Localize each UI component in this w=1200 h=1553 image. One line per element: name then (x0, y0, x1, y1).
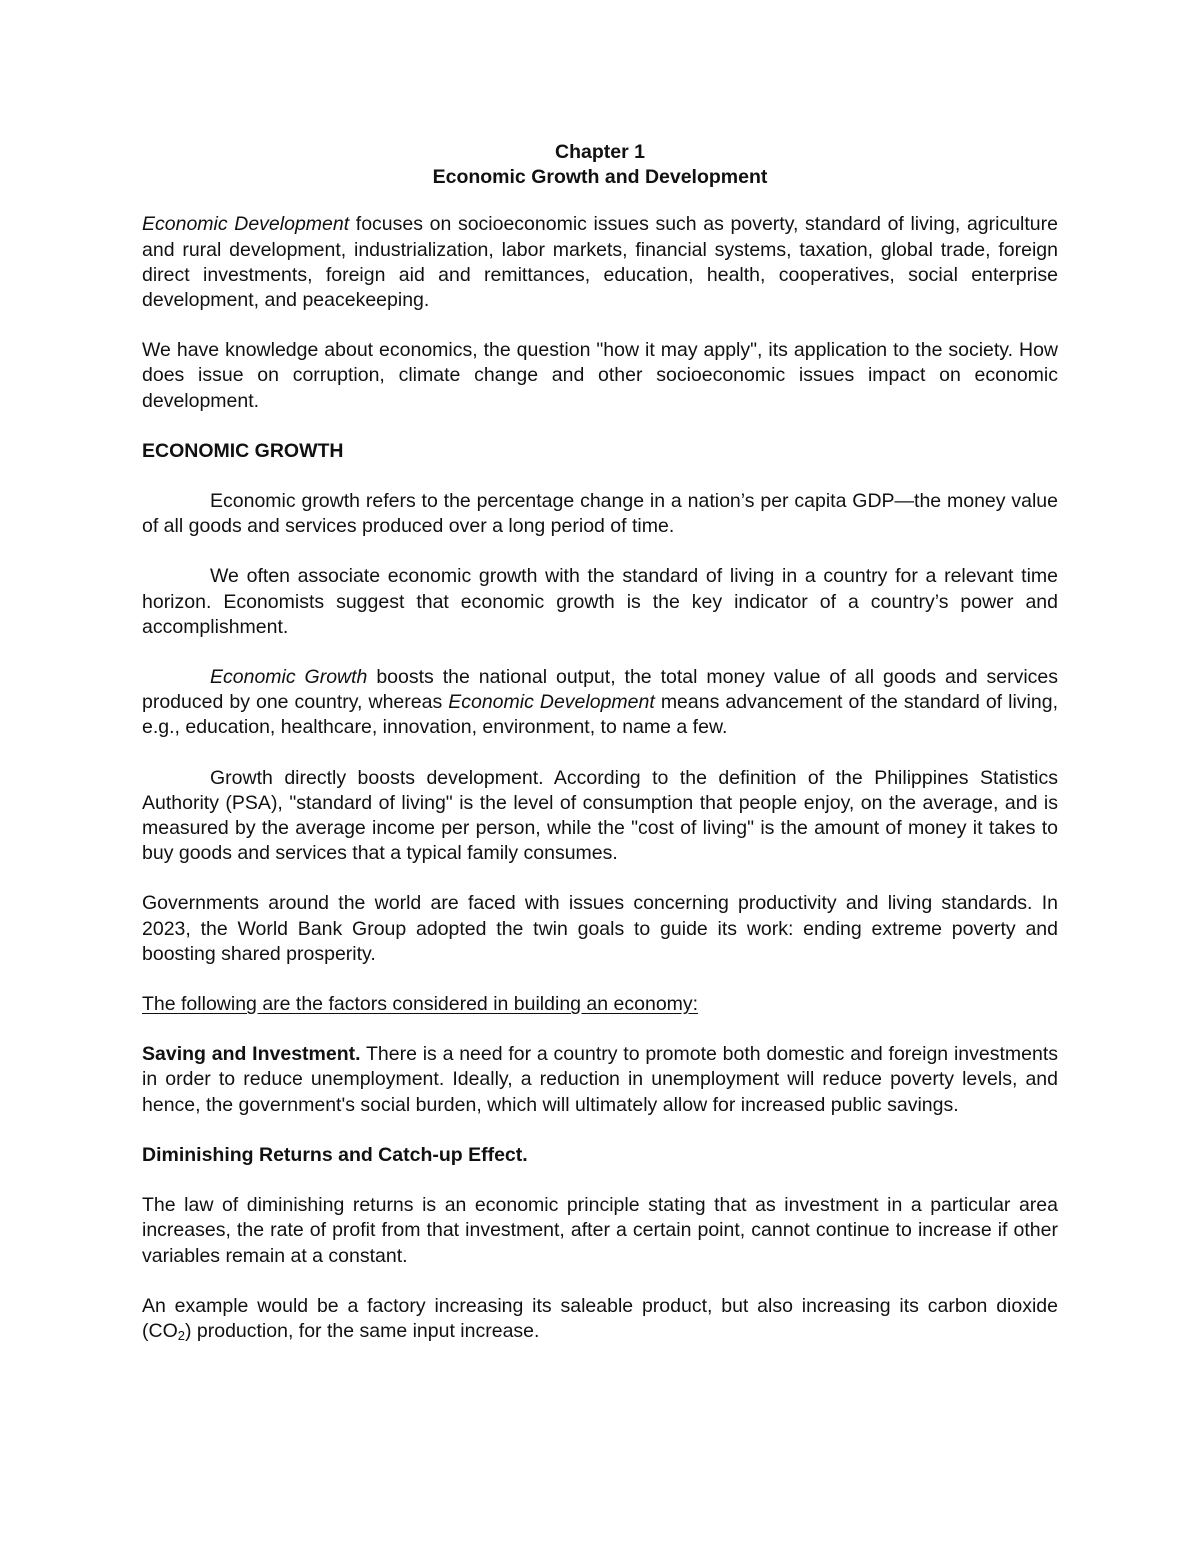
document-page (142, 140, 1058, 1344)
example-paragraph (142, 1294, 1058, 1344)
growth-paragraph-1: Economic growth refers to the percentage change in a nation’s per capita GDP—the money value of all goods and services produced over a long period of time. (142, 490, 1058, 538)
saving-text: There is a need for a country to promote both domestic and foreign investments in order to reduce unemployment. Ideally, a reduction in unemployment will reduce poverty levels, and hence, the government's social burden, which will ultimately allow for increased public savings. (142, 1043, 1058, 1116)
saving-term: Saving and Investment. (142, 1043, 361, 1066)
diminishing-heading: Diminishing Returns and Catch-up Effect. (142, 1143, 528, 1166)
intro-lead-term: Economic Development (142, 213, 350, 236)
growth-text-1: boosts the national output, the total money value of all goods and services produced by one country, whereas (142, 666, 1059, 714)
intro-text: focuses on socioeconomic issues such as poverty, standard of living, agriculture and rural development, industrialization, labor markets, financial systems, taxation, global trade, foreign direct investments, foreign aid and remittances, education, health, cooperatives, social enterprise development, and peacekeeping. (142, 213, 1058, 312)
knowledge-paragraph: We have knowledge about economics, the question "how it may apply", its application to the society. How does issue on corruption, climate change and other socioeconomic issues impact on economic development. (142, 339, 1058, 412)
growth-paragraph-4: Growth directly boosts development. According to the definition of the Philippines Statistics Authority (PSA), "standard of living" is the level of consumption that people enjoy, on the average, and is measured by the average income per person, while the "cost of living" is the amount of money it takes to buy goods and services that a typical family consumes. (142, 766, 1058, 865)
saving-paragraph (142, 1042, 1058, 1118)
economic-growth-heading: ECONOMIC GROWTH (142, 439, 344, 462)
diminishing-paragraph: The law of diminishing returns is an economic principle stating that as investment in a particular area increases, the rate of profit from that investment, after a certain point, cannot continue to increase if other variables remain at a constant. (142, 1194, 1058, 1267)
factors-heading: The following are the factors considered in building an economy: (142, 993, 699, 1016)
growth-text-2: means advancement of the standard of living, e.g., education, healthcare, innovation, environment, to name a few. (142, 691, 1058, 739)
example-text-1: An example would be a factory increasing its saleable product, but also increasing its carbon dioxide (CO (142, 1294, 1058, 1342)
growth-paragraph-2: We often associate economic growth with the standard of living in a country for a relevant time horizon. Economists suggest that economic growth is the key indicator of a country’s power and accomplishment. (142, 565, 1058, 638)
intro-paragraph (142, 212, 1058, 313)
co2-subscript: 2 (177, 1327, 185, 1343)
growth-term-1: Economic Growth (210, 666, 368, 689)
chapter-label: Chapter 1 (555, 141, 645, 163)
growth-term-2: Economic Development (448, 691, 655, 714)
chapter-title: Economic Growth and Development (432, 166, 768, 189)
example-text-2: ) production, for the same input increase. (184, 1319, 540, 1342)
growth-paragraph-3 (142, 665, 1058, 741)
governments-paragraph: Governments around the world are faced with issues concerning productivity and living standards. In 2023, the World Bank Group adopted the twin goals to guide its work: ending extreme poverty and boosting shared prosperity. (142, 892, 1058, 965)
